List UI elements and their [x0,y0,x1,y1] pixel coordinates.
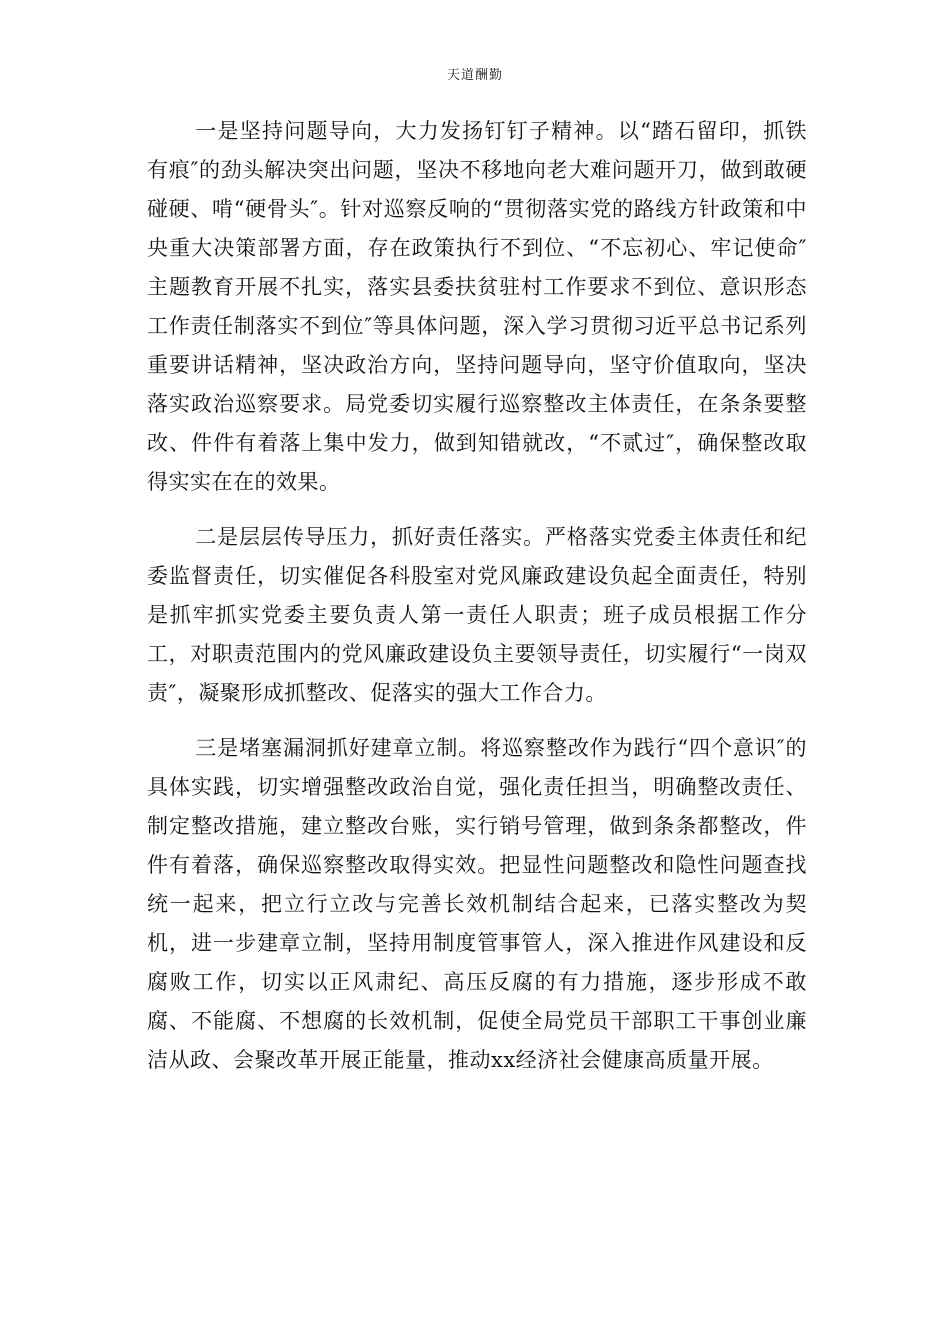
paragraph-2: 二是层层传导压力，抓好责任落实。严格落实党委主体责任和纪委监督责任，切实催促各科股室对党风廉政建设负起全面责任，特别是抓牢抓实党委主要负责人第一责任人职责；班子成员根据工作分工，对职责范围内的党风廉政建设负主要领导责任，切实履行“一岗双责″，凝聚形成抓整改、促落实的强大工作合力。 [147,525,807,705]
document-body [147,112,807,1096]
paragraph-1: 一是坚持问题导向，大力发扬钉钉子精神。以“踏石留印，抓铁有痕″的劲头解决突出问题，坚决不移地向老大难问题开刀，做到敢硬碰硬、啃“硬骨头″。针对巡察反响的“贯彻落实党的路线方针政策和中央重大决策部署方面，存在政策执行不到位、“不忘初心、牢记使命″主题教育开展不扎实，落实县委扶贫驻村工作要求不到位、意识形态工作责任制落实不到位″等具体问题，深入学习贯彻习近平总书记系列重要讲话精神，坚决政治方向，坚持问题导向，坚守价值取向，坚决落实政治巡察要求。局党委切实履行巡察整改主体责任，在条条要整改、件件有着落上集中发力，做到知错就改，“不贰过″，确保整改取得实实在在的效果。 [147,119,807,494]
page-header: 天道酬勤 [446,68,503,83]
paragraph-3: 三是堵塞漏洞抓好建章立制。将巡察整改作为践行“四个意识″的具体实践，切实增强整改政治自觉，强化责任担当，明确整改责任、制定整改措施，建立整改台账，实行销号管理，做到条条都整改，件件有着落，确保巡察整改取得实效。把显性问题整改和隐性问题查找统一起来，把立行立改与完善长效机制结合起来，已落实整改为契机，进一步建章立制，坚持用制度管事管人，深入推进作风建设和反腐败工作，切实以正风肃纪、高压反腐的有力措施，逐步形成不敢腐、不能腐、不想腐的长效机制，促使全局党员干部职工干事创业廉洁从政、会聚改革开展正能量，推动xx经济社会健康高质量开展。 [147,736,807,1072]
